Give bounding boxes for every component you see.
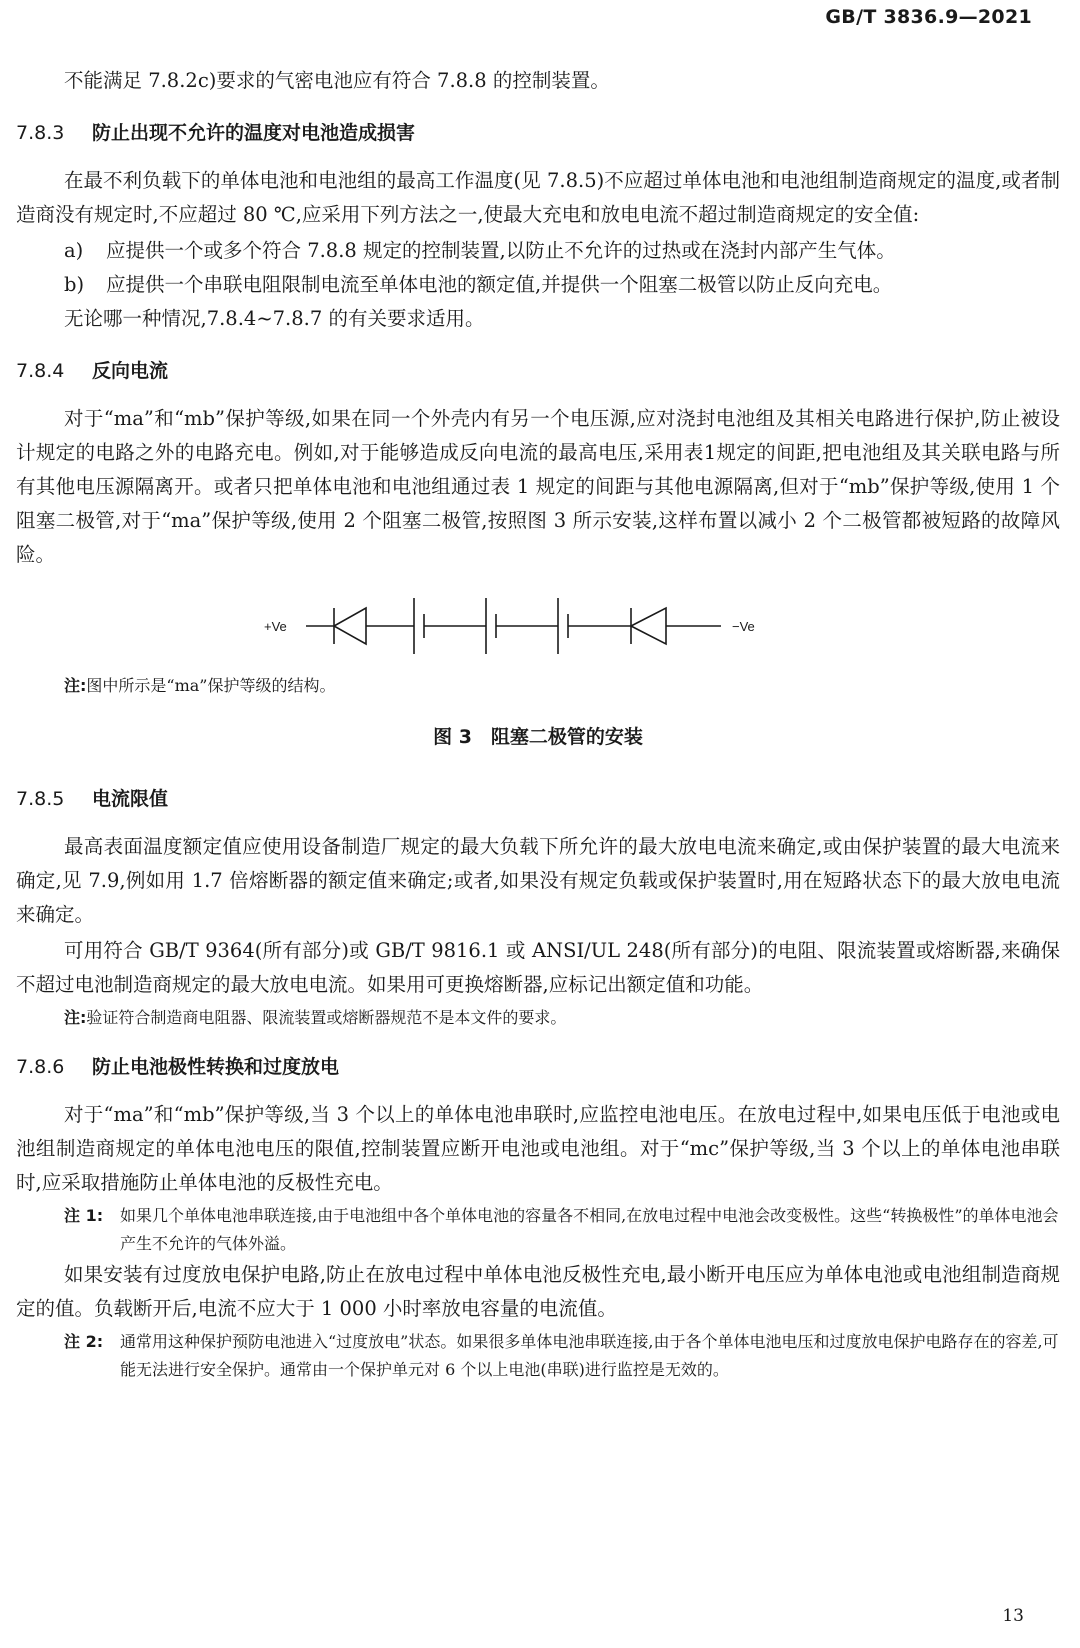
page-content (16, 64, 1060, 1384)
paragraph: 可用符合 GB/T 9364(所有部分)或 GB/T 9816.1 或 ANSI/UL 248(所有部分)的电阻、限流装置或熔断器,来确保不超过电池制造商规定的最大放电电流。如果用可更换熔断器,应标记出额定值和功能。 (16, 939, 1060, 996)
note-text: 如果几个单体电池串联连接,由于电池组中各个单体电池的容量各不相同,在放电过程中电池会改变极性。这些“转换极性”的单体电池会产生不允许的气体外溢。 (120, 1206, 1059, 1253)
list-item-label: a) (64, 239, 84, 262)
figure-note (16, 672, 1060, 700)
note-text: 通常用这种保护预防电池进入“过度放电”状态。如果很多单体电池串联连接,由于各个单体电池电压和过度放电保护电路存在的容差,可能无法进行安全保护。通常由一个保护单元对 6 个以上电池(串联)进行监控是无效的。 (120, 1332, 1059, 1379)
section-heading-7-8-3 (16, 118, 1060, 148)
paragraph: 如果安装有过度放电保护电路,防止在放电过程中单体电池反极性充电,最小断开电压应为单体电池或电池组制造商规定的值。负载断开后,电流不应大于 1 000 小时率放电容量的电流值。 (16, 1263, 1060, 1320)
section-number: 7.8.6 (16, 1056, 65, 1078)
note-label: 注 2: (64, 1332, 104, 1351)
section-number: 7.8.4 (16, 360, 65, 382)
intro-paragraph: 不能满足 7.8.2c)要求的气密电池应有符合 7.8.8 的控制装置。 (64, 69, 610, 92)
note-label: 注: (64, 676, 87, 695)
list-item (16, 268, 1060, 302)
note-label: 注 1: (64, 1206, 104, 1225)
diode-1-triangle (334, 608, 366, 644)
section-note-1 (16, 1202, 1060, 1258)
minus-terminal-label: −Ve (732, 619, 755, 634)
section-note-2 (16, 1328, 1060, 1384)
section-title: 防止电池极性转换和过度放电 (92, 1056, 340, 1078)
paragraph: 无论哪一种情况,7.8.4~7.8.7 的有关要求适用。 (64, 307, 485, 330)
list-item-text: 应提供一个串联电阻限制电流至单体电池的额定值,并提供一个阻塞二极管以防止反向充电。 (106, 273, 893, 296)
list-item-label: b) (64, 273, 85, 296)
section-heading-7-8-6 (16, 1052, 1060, 1082)
standard-number: GB/T 3836.9—2021 (825, 6, 1032, 28)
list-item (16, 234, 1060, 268)
section-heading-7-8-5 (16, 784, 1060, 814)
figure-caption: 图 3 阻塞二极管的安装 (433, 726, 643, 748)
page-number: 13 (1002, 1606, 1024, 1626)
note-text: 验证符合制造商电阻器、限流装置或熔断器规范不是本文件的要求。 (86, 1008, 567, 1027)
section-note (16, 1004, 1060, 1032)
diode-2-triangle (631, 608, 666, 644)
section-title: 反向电流 (92, 360, 169, 382)
paragraph: 最高表面温度额定值应使用设备制造厂规定的最大负载下所允许的最大放电电流来确定,或由保护装置的最大电流来确定,见 7.9,例如用 1.7 倍熔断器的额定值来确定;或者,如果没有规定负载或保护装置时,用在短路状态下的最大放电电流来确定。 (16, 835, 1060, 926)
paragraph: 对于“ma”和“mb”保护等级,如果在同一个外壳内有另一个电压源,应对浇封电池组及其相关电路进行保护,防止被设计规定的电路之外的电路充电。例如,对于能够造成反向电流的最高电压,采用表1规定的间距,把电池组及其关联电路与所有其他电压源隔离开。或者只把单体电池和电池组通过表 1 规定的间距与其他电源隔离,但对于“mb”保护等级,使用 1 个阻塞二极管,对于“ma”保护等级,使用 2 个阻塞二极管,按照图 3 所示安装,这样布置以减小 2 个二极管都被短路的故障风险。 (16, 407, 1060, 566)
list-item-text: 应提供一个或多个符合 7.8.8 规定的控制装置,以防止不允许的过热或在浇封内部产生气体。 (106, 239, 896, 262)
section-number: 7.8.3 (16, 122, 65, 144)
section-number: 7.8.5 (16, 788, 65, 810)
note-text: 图中所示是“ma”保护等级的结构。 (86, 676, 336, 695)
plus-terminal-label: +Ve (264, 619, 287, 634)
note-label: 注: (64, 1008, 87, 1027)
paragraph: 在最不利负载下的单体电池和电池组的最高工作温度(见 7.8.5)不应超过单体电池和电池组制造商规定的温度,或者制造商没有规定时,不应超过 80 ℃,应采用下列方法之一,使最大充电和放电电流不超过制造商规定的安全值: (16, 169, 1060, 226)
section-heading-7-8-4 (16, 356, 1060, 386)
section-title: 防止出现不允许的温度对电池造成损害 (92, 122, 416, 144)
paragraph: 对于“ma”和“mb”保护等级,当 3 个以上的单体电池串联时,应监控电池电压。在放电过程中,如果电压低于电池或电池组制造商规定的单体电池电压的限值,控制装置应断开电池或电池组。对于“mc”保护等级,当 3 个以上的单体电池串联时,应采取措施防止单体电池的反极性充电。 (16, 1103, 1060, 1194)
blocking-diode-figure (16, 586, 1060, 666)
circuit-diagram (16, 586, 1060, 666)
section-title: 电流限值 (92, 788, 169, 810)
